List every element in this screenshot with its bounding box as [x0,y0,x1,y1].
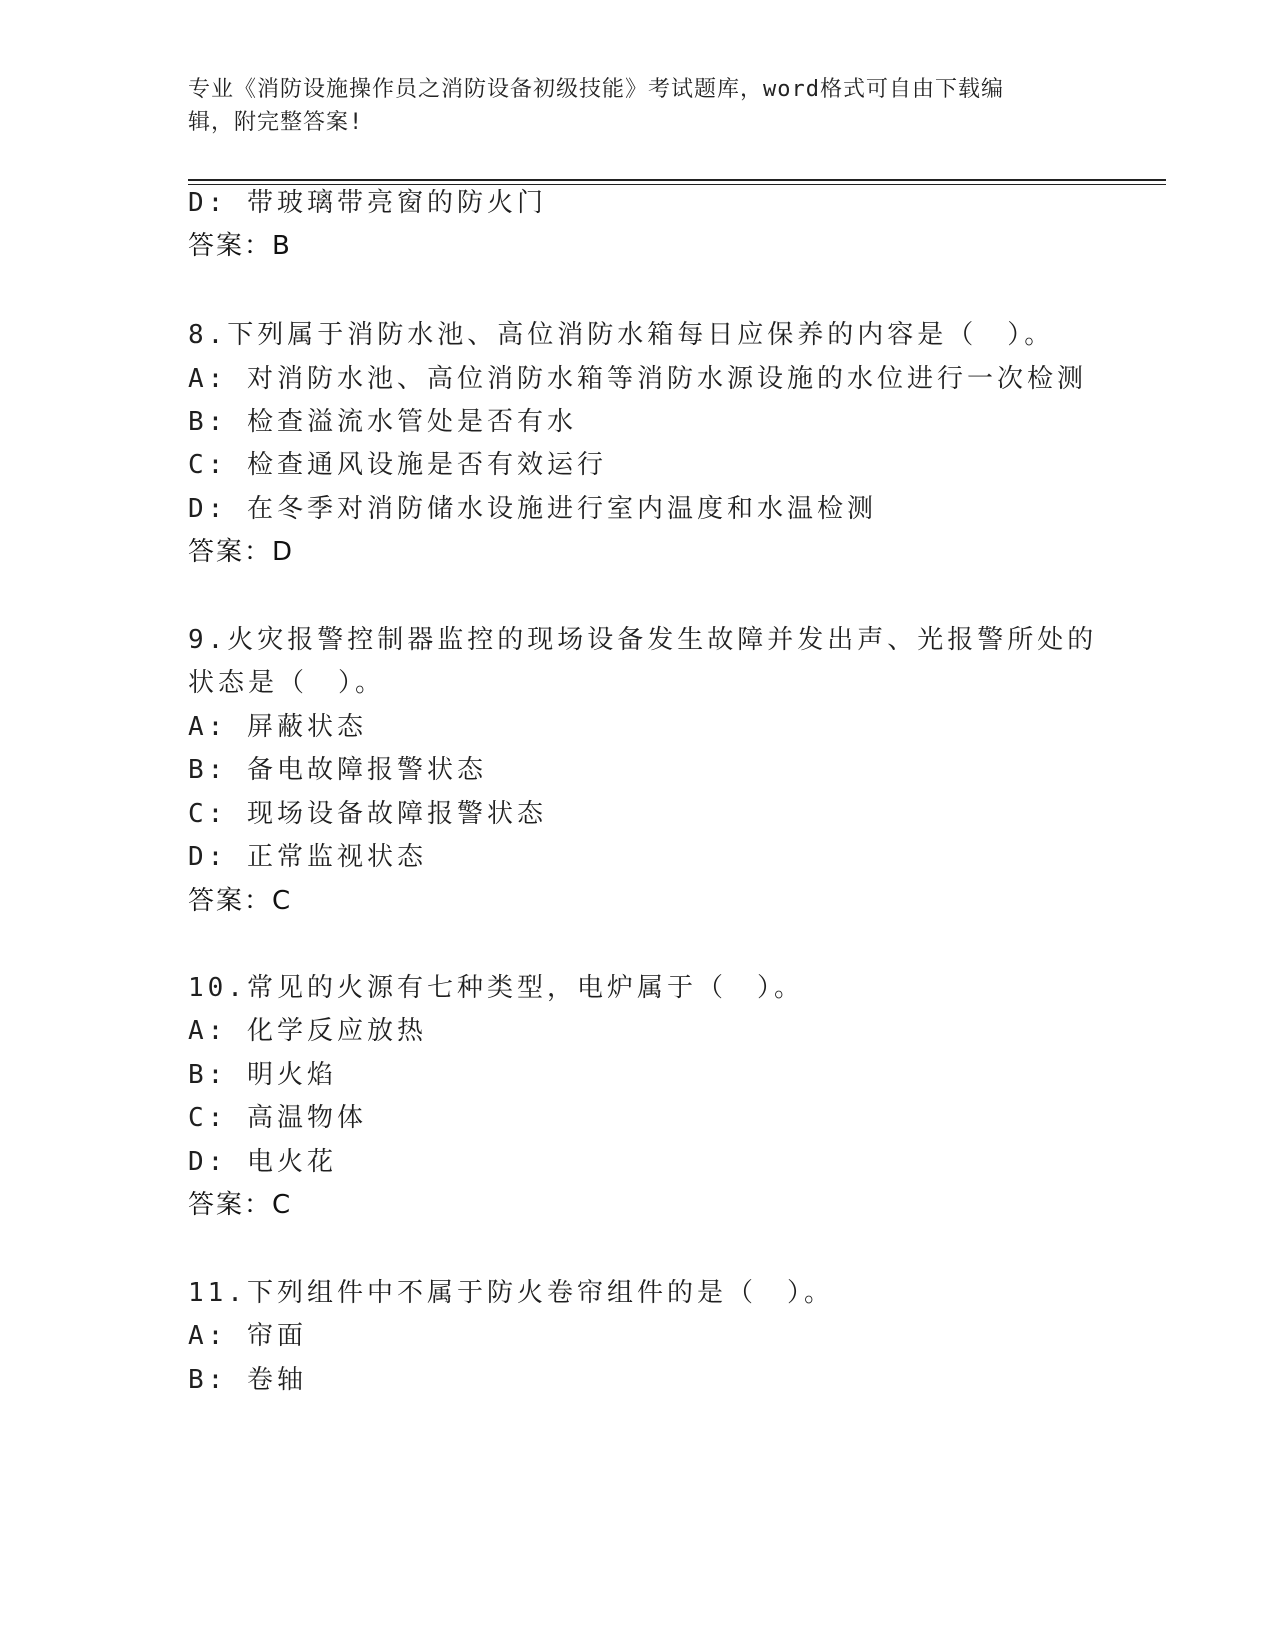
q11-option-a: A: 帘面 [188,1321,307,1351]
q10-option-c: C: 高温物体 [188,1103,367,1133]
header-line-2: 辑，附完整答案! [188,110,364,135]
q10-option-d: D: 电火花 [188,1147,337,1177]
q8-option-a: A: 对消防水池、高位消防水箱等消防水源设施的水位进行一次检测 [188,364,1087,394]
q7-option-d: D: 带玻璃带亮窗的防火门 [188,188,547,218]
q7-answer: 答案：B [188,231,292,261]
q9-stem-line-1: 9.火灾报警控制器监控的现场设备发生故障并发出声、光报警所处的 [188,625,1098,655]
q10-answer: 答案：C [188,1190,293,1220]
q8-answer: 答案：D [188,537,295,567]
document-header [188,73,1088,139]
q10-option-b: B: 明火焰 [188,1060,337,1090]
q9-option-a: A: 屏蔽状态 [188,712,367,742]
q8-option-b: B: 检查溢流水管处是否有水 [188,407,577,437]
q10-stem: 10.常见的火源有七种类型，电炉属于（ ）。 [188,973,804,1003]
q11-option-b: B: 卷轴 [188,1365,307,1395]
header-divider [188,179,1166,185]
q11-stem: 11.下列组件中不属于防火卷帘组件的是（ ）。 [188,1278,834,1308]
q9-option-c: C: 现场设备故障报警状态 [188,799,547,829]
q9-answer: 答案：C [188,886,293,916]
q9-option-d: D: 正常监视状态 [188,842,427,872]
q9-stem-line-2: 状态是（ ）。 [188,668,386,698]
q8-option-c: C: 检查通风设施是否有效运行 [188,450,607,480]
q10-option-a: A: 化学反应放热 [188,1016,427,1046]
q8-stem: 8.下列属于消防水池、高位消防水箱每日应保养的内容是（ ）。 [188,320,1055,350]
q8-option-d: D: 在冬季对消防储水设施进行室内温度和水温检测 [188,494,877,524]
header-line-1: 专业《消防设施操作员之消防设备初级技能》考试题库，word格式可自由下载编 [188,77,1004,102]
q9-option-b: B: 备电故障报警状态 [188,755,487,785]
